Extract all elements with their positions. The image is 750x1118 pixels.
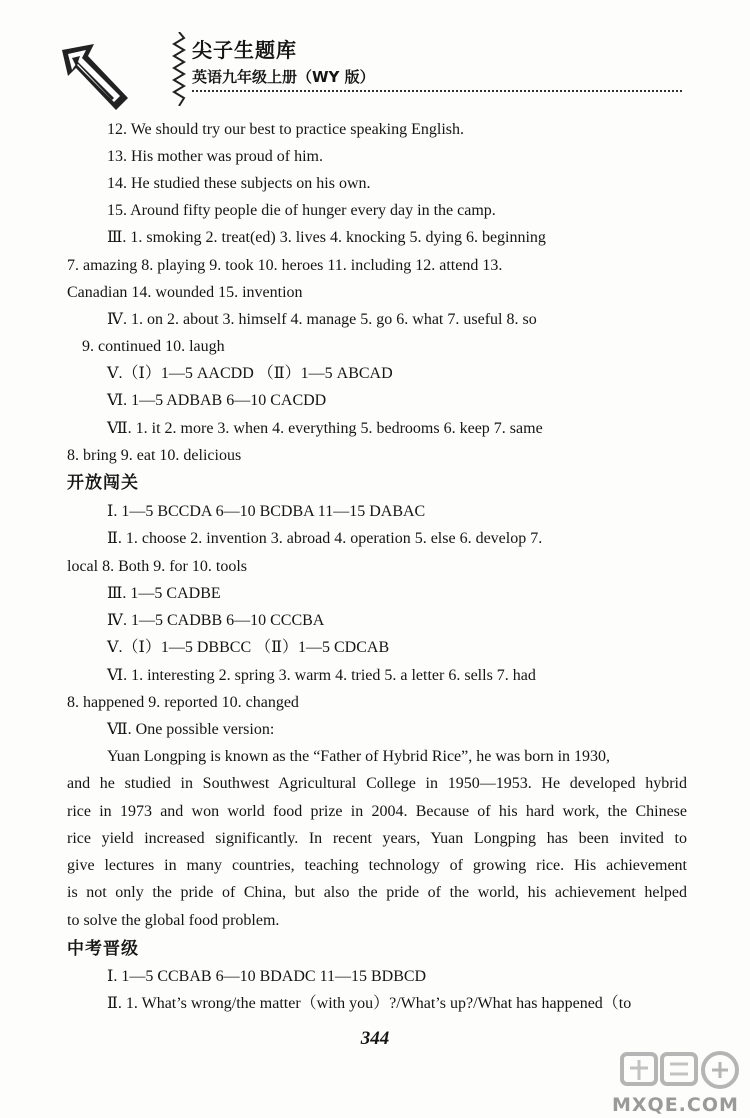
section-heading-open: 开放闯关	[67, 473, 139, 493]
essay-line: and he studied in Southwest Agricultural College in 1950—1953. He developed hybrid	[67, 775, 687, 792]
answer-line: Ⅰ. 1—5 CCBAB 6—10 BDADC 11—15 BDBCD	[107, 968, 427, 985]
book-subtitle: 英语九年级上册（WY 版）	[192, 68, 375, 86]
answer-line: Ⅳ. 1—5 CADBB 6—10 CCCBA	[107, 612, 325, 629]
answer-line: 13. His mother was proud of him.	[107, 148, 323, 165]
answer-line: Ⅴ.（Ⅰ）1—5 AACDD （Ⅱ）1—5 ABCAD	[107, 365, 393, 382]
arrow-logo-icon	[60, 42, 130, 114]
header-dotted-rule	[192, 90, 682, 92]
essay-line: rice yield increased significantly. In recent years, Yuan Longping has been invited to	[67, 830, 687, 847]
answer-line: Ⅲ. 1. smoking 2. treat(ed) 3. lives 4. knocking 5. dying 6. beginning	[107, 229, 546, 246]
answer-line: local 8. Both 9. for 10. tools	[67, 558, 247, 575]
section-heading-exam: 中考晋级	[67, 939, 139, 959]
page-number: 344	[360, 1028, 390, 1049]
answer-line: 7. amazing 8. playing 9. took 10. heroes 11. including 12. attend 13.	[67, 257, 503, 274]
essay-line: is not only the pride of China, but also the pride of the world, his achievement helped	[67, 884, 687, 901]
answer-line: 8. happened 9. reported 10. changed	[67, 694, 299, 711]
essay-line: to solve the global food problem.	[67, 912, 280, 929]
answer-line: 9. continued 10. laugh	[82, 338, 225, 355]
answer-line: 15. Around fifty people die of hunger every day in the camp.	[107, 202, 496, 219]
answer-line: Canadian 14. wounded 15. invention	[67, 284, 303, 301]
answer-line: Ⅵ. 1—5 ADBAB 6—10 CACDD	[107, 392, 327, 409]
essay-line: rice in 1973 and won world food prize in 2004. Because of his hard work, the Chinese	[67, 803, 687, 820]
answer-line: Ⅱ. 1. What’s wrong/the matter（with you）?/What’s up?/What has happened（to	[107, 995, 632, 1012]
answer-line: Ⅲ. 1—5 CADBE	[107, 585, 221, 602]
answer-line: Ⅶ. 1. it 2. more 3. when 4. everything 5. bedrooms 6. keep 7. same	[107, 420, 543, 437]
series-title: 尖子生题库	[192, 38, 297, 62]
zigzag-divider-icon	[172, 32, 186, 106]
answer-line: 14. He studied these subjects on his own.	[107, 175, 371, 192]
essay-line: Yuan Longping is known as the “Father of Hybrid Rice”, he was born in 1930,	[107, 748, 611, 765]
answer-line: Ⅱ. 1. choose 2. invention 3. abroad 4. operation 5. else 6. develop 7.	[107, 530, 543, 547]
page-header	[60, 30, 690, 116]
watermark-text: MXQE.COM	[612, 1094, 739, 1116]
answer-line: 12. We should try our best to practice speaking English.	[107, 121, 465, 138]
answer-line: Ⅵ. 1. interesting 2. spring 3. warm 4. tried 5. a letter 6. sells 7. had	[107, 667, 536, 684]
answer-line: 8. bring 9. eat 10. delicious	[67, 447, 242, 464]
answer-line: Ⅰ. 1—5 BCCDA 6—10 BCDBA 11—15 DABAC	[107, 503, 426, 520]
answer-line: Ⅳ. 1. on 2. about 3. himself 4. manage 5. go 6. what 7. useful 8. so	[107, 311, 537, 328]
essay-line: give lectures in many countries, teaching technology of growing rice. His achievement	[67, 857, 687, 874]
answer-line: Ⅶ. One possible version:	[107, 721, 275, 738]
answer-line: Ⅴ.（Ⅰ）1—5 DBBCC （Ⅱ）1—5 CDCAB	[107, 639, 390, 656]
